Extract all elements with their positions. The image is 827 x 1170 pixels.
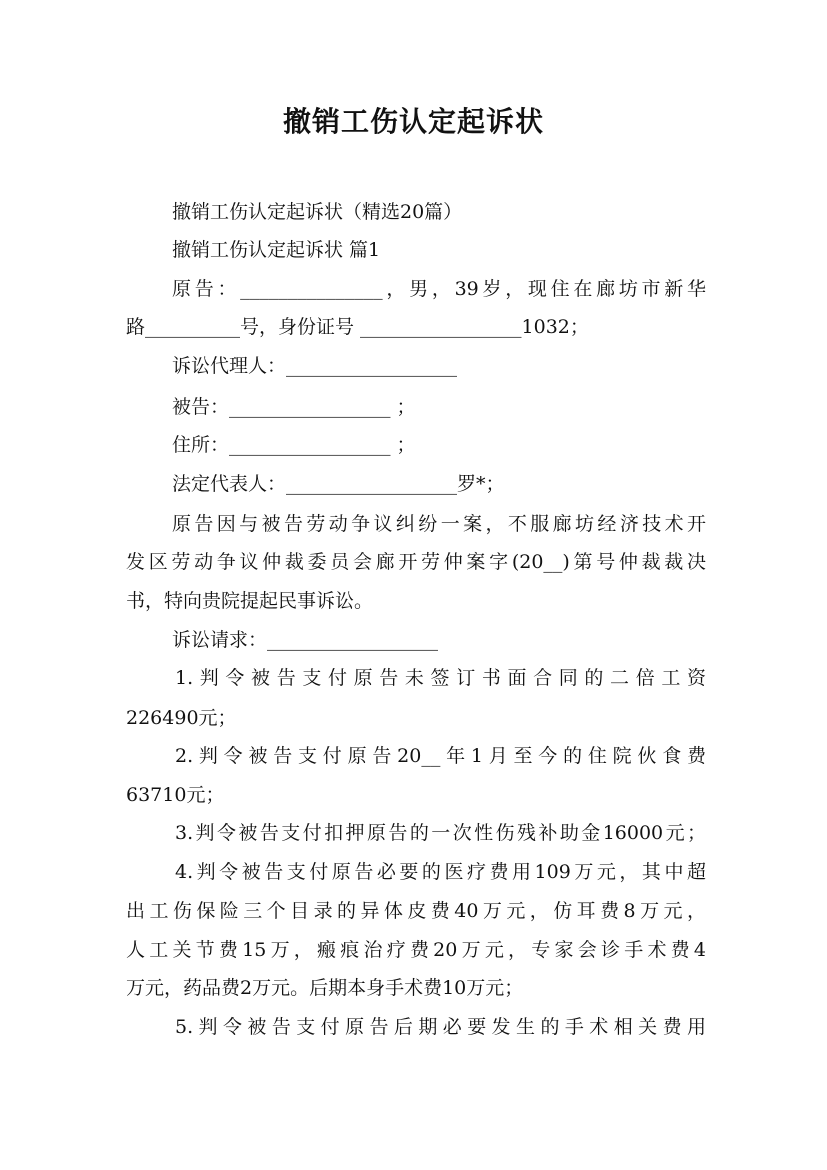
- claim-item-line: 万元，药品费2万元。后期本身手术费10万元；: [126, 977, 524, 999]
- defendant-line: 被告：_________________ ；: [172, 396, 416, 418]
- claim-item-line: 人工关节费15万，瘢痕治疗费20万元，专家会诊手术费4: [126, 939, 706, 961]
- legal-rep-line: 法定代表人：__________________罗*；: [172, 473, 505, 495]
- claims-heading: 诉讼请求：__________________: [172, 629, 439, 651]
- body-paragraph-line: 书，特向贵院提起民事诉讼。: [126, 590, 374, 612]
- claim-item-line: 4.判令被告支付原告必要的医疗费用109万元，其中超: [175, 861, 706, 883]
- claim-item-line: 226490元；: [126, 707, 237, 729]
- claim-item-line: 2.判令被告支付原告20__年1月至今的住院伙食费: [175, 745, 706, 767]
- section-heading: 撤销工伤认定起诉状 篇1: [172, 239, 381, 261]
- subtitle-line: 撤销工伤认定起诉状（精选20篇）: [172, 201, 463, 223]
- plaintiff-line: 原告：_______________，男，39岁，现住在廊坊市新华: [172, 278, 706, 300]
- claim-item-line: 3.判令被告支付扣押原告的一次性伤残补助金16000元；: [175, 822, 706, 844]
- body-paragraph-line: 发区劳动争议仲裁委员会廊开劳仲案字(20__)第号仲裁裁决: [126, 551, 706, 573]
- claim-item-line: 63710元；: [126, 784, 225, 806]
- agent-line: 诉讼代理人：__________________: [172, 355, 458, 377]
- body-paragraph-line: 原告因与被告劳动争议纠纷一案，不服廊坊经济技术开: [172, 513, 706, 535]
- plaintiff-address-line: 路__________号，身份证号 _________________1032；: [126, 316, 589, 338]
- claim-item-line: 5.判令被告支付原告后期必要发生的手术相关费用: [175, 1016, 706, 1038]
- address-line: 住所：_________________ ；: [172, 434, 416, 456]
- claim-item-line: 1.判令被告支付原告未签订书面合同的二倍工资: [175, 667, 706, 689]
- document-title: 撤销工伤认定起诉状: [282, 105, 544, 138]
- claim-item-line: 出工伤保险三个目录的异体皮费40万元，仿耳费8万元，: [126, 900, 706, 922]
